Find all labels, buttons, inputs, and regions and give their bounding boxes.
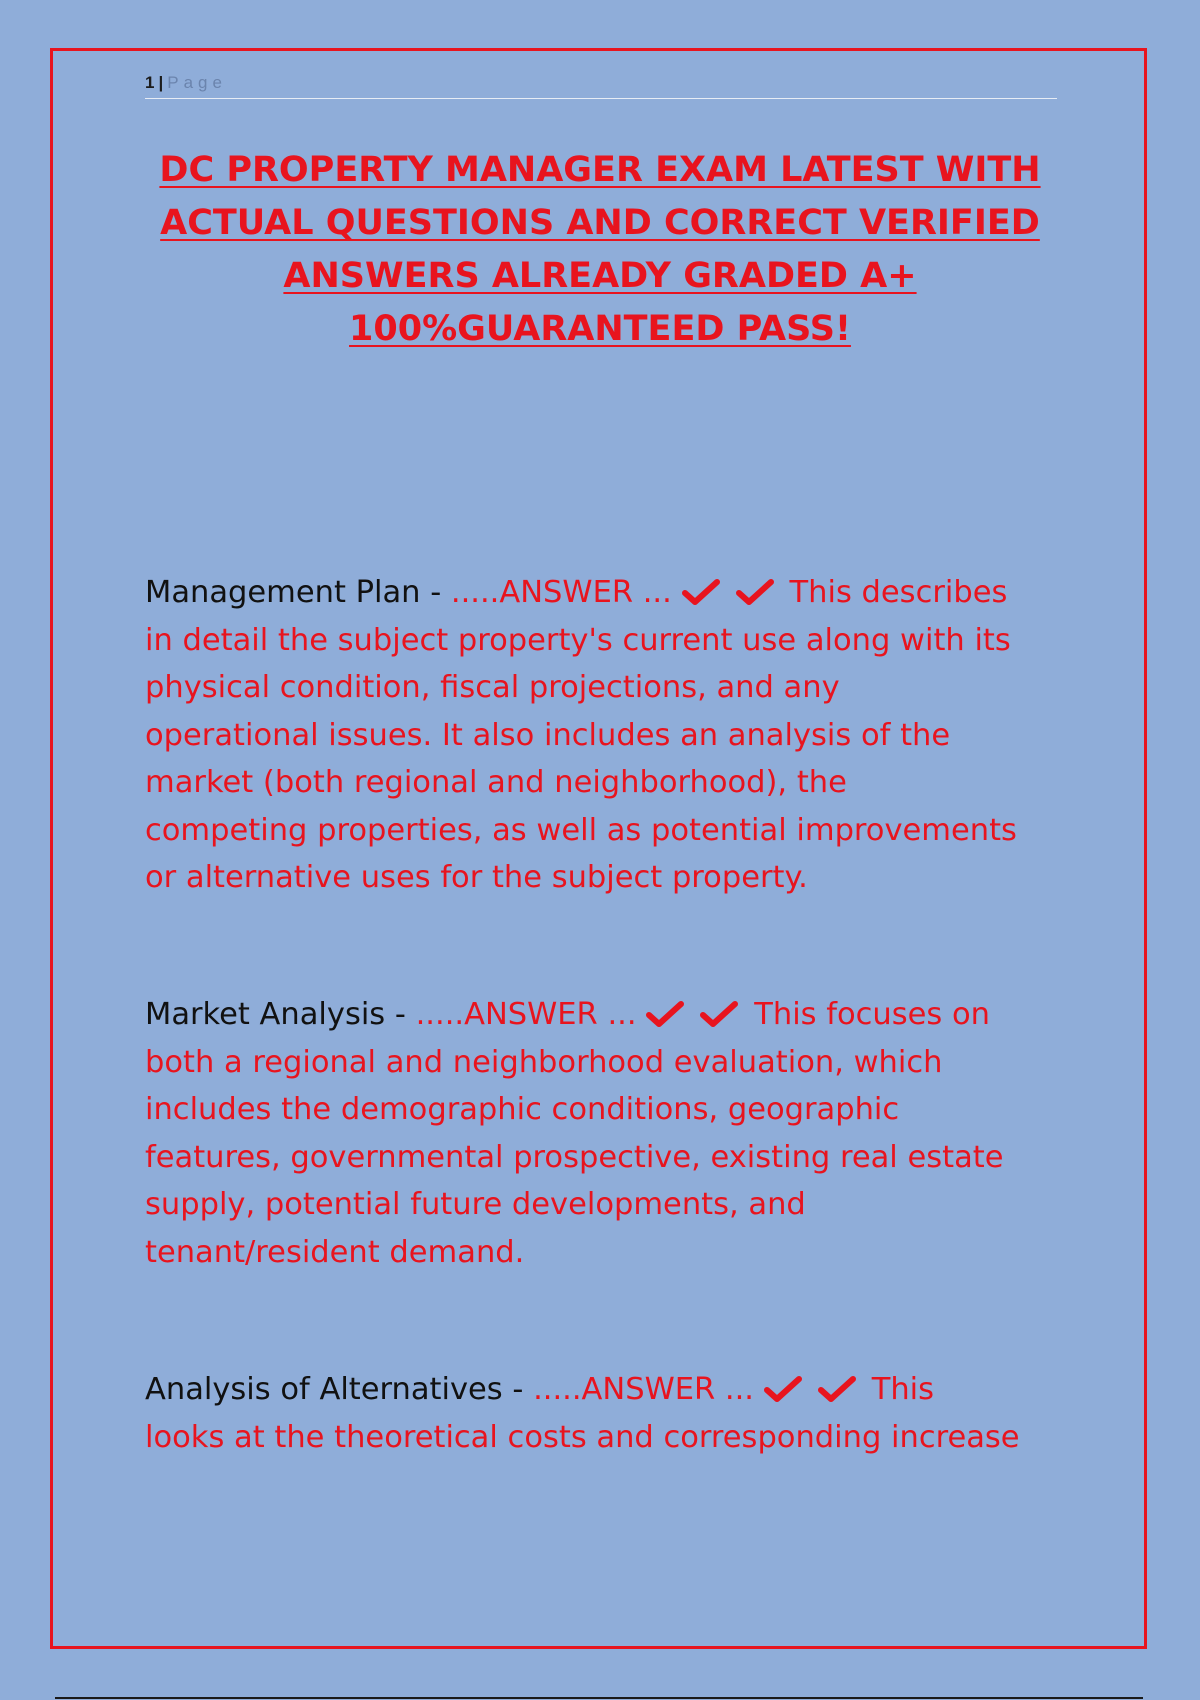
answer-line: includes the demographic conditions, geographic — [145, 1092, 900, 1127]
page-label: Page — [167, 73, 227, 92]
title-line: 100%GUARANTEED PASS! — [349, 309, 851, 349]
answer-text: This — [871, 1372, 935, 1407]
answer-line: features, governmental prospective, existing real estate — [145, 1139, 1004, 1175]
qa-first-line — [145, 991, 1065, 1039]
checkmark-icon — [682, 578, 720, 606]
page-number: 1 — [145, 73, 155, 92]
answer-line: or alternative uses for the subject property. — [145, 860, 808, 895]
answer-marker: .....ANSWER ... — [415, 997, 647, 1032]
qa-term: Management Plan - — [145, 575, 451, 610]
qa-first-line — [145, 569, 1065, 617]
answer-line: operational issues. It also includes an analysis of the — [145, 717, 951, 753]
answer-line: both a regional and neighborhood evaluation, which — [145, 1044, 943, 1080]
title-line: ANSWERS ALREADY GRADED A+ — [283, 256, 917, 296]
checkmark-icon — [764, 1375, 802, 1403]
answer-line: looks at the theoretical costs and corresponding increase — [145, 1419, 1020, 1455]
answer-line: tenant/resident demand. — [145, 1234, 525, 1270]
qa-entry-market-analysis — [145, 991, 1065, 1276]
qa-entry-management-plan — [145, 569, 1065, 902]
answer-line: physical condition, fiscal projections, and any — [145, 670, 840, 705]
checkmark-icon — [646, 1000, 684, 1028]
answer-line: competing properties, as well as potential improvements — [145, 812, 1017, 848]
checkmark-icon — [736, 578, 774, 606]
qa-entry-analysis-of-alternatives — [145, 1366, 1065, 1461]
answer-line: supply, potential future developments, and — [145, 1187, 806, 1222]
footer-divider — [55, 1697, 1143, 1699]
answer-line: in detail the subject property's current use along with its — [145, 622, 1011, 658]
document-title — [130, 144, 1070, 356]
title-line: DC PROPERTY MANAGER EXAM LATEST WITH — [159, 150, 1041, 190]
qa-first-line — [145, 1366, 1065, 1414]
answer-marker: .....ANSWER ... — [450, 575, 682, 610]
answer-text: This describes — [789, 575, 1008, 610]
answer-line: market (both regional and neighborhood), the — [145, 765, 847, 800]
answer-marker: .....ANSWER ... — [533, 1372, 764, 1407]
checkmark-icon — [818, 1375, 856, 1403]
title-line: ACTUAL QUESTIONS AND CORRECT VERIFIED — [160, 203, 1040, 243]
answer-text: This focuses on — [754, 997, 990, 1032]
page-separator: | — [158, 73, 164, 92]
page-header — [145, 68, 1057, 99]
qa-term: Analysis of Alternatives - — [145, 1372, 534, 1407]
qa-term: Market Analysis - — [145, 997, 416, 1032]
checkmark-icon — [700, 1000, 738, 1028]
